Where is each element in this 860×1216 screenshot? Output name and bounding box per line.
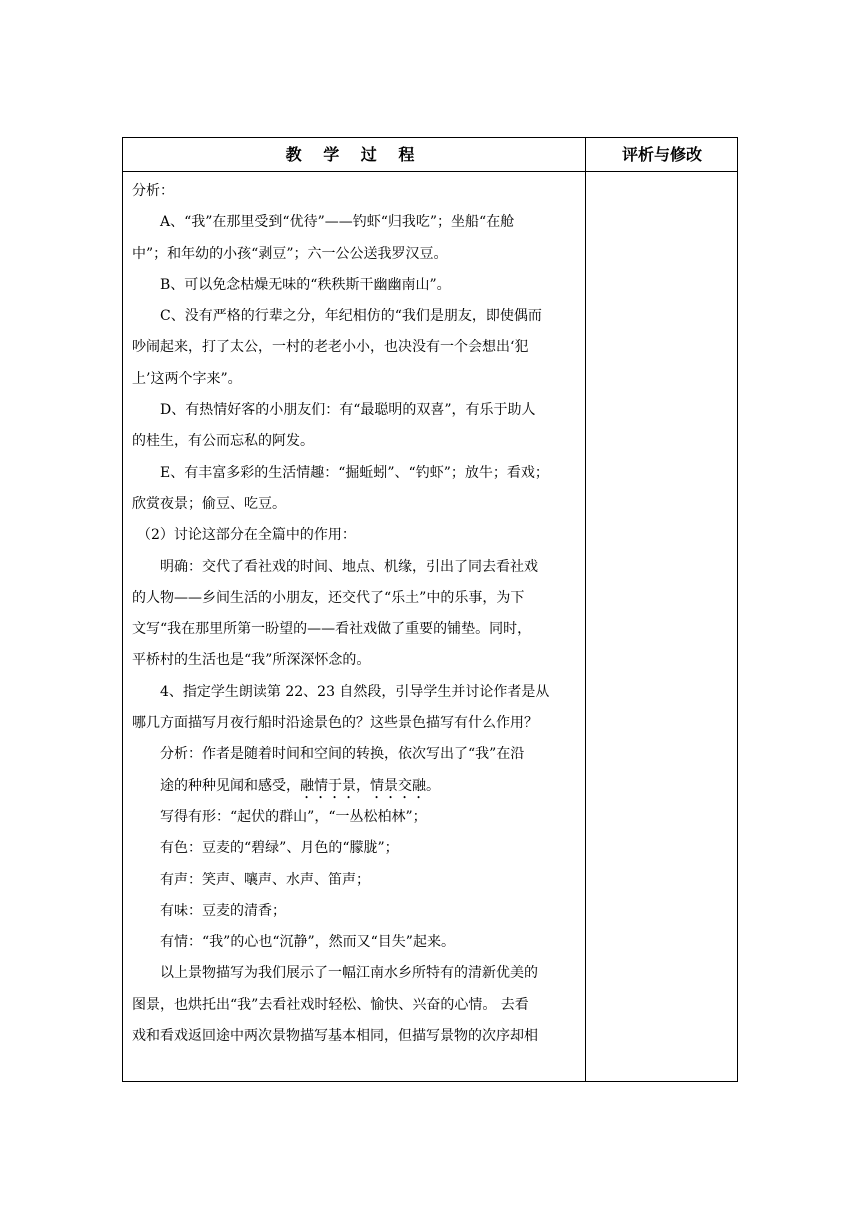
text-line: 哪几方面描写月夜行船时沿途景色的？这些景色描写有什么作用？ bbox=[132, 715, 538, 732]
text-line: 分析： bbox=[132, 183, 174, 199]
text-line: 有声：笑声、嚷声、水声、笛声； bbox=[160, 871, 370, 888]
text-line: 吵闹起来，打了太公，一村的老老小小，也决没有一个会想出‘犯 bbox=[132, 339, 529, 356]
text-line: C、没有严格的行辈之分，年纪相仿的“我们是朋友，即使偶而 bbox=[160, 308, 542, 325]
text-line: 4、指定学生朗读第 22、23 自然段，引导学生并讨论作者是从 bbox=[160, 683, 550, 700]
text-line: 文写“我在那里所第一盼望的——看社戏做了重要的铺垫。同时， bbox=[132, 621, 532, 638]
text-line: D、有热情好客的小朋友们：有“最聪明的双喜”，有乐于助人 bbox=[160, 402, 536, 419]
text-line: 平桥村的生活也是“我”所深深怀念的。 bbox=[132, 652, 371, 669]
text-segment: 途的种种见闻和感受， bbox=[160, 777, 300, 794]
text-line: 上’这两个字来”。 bbox=[132, 370, 242, 387]
text-line: 分析：作者是随着时间和空间的转换，依次写出了“我”在沿 bbox=[160, 746, 525, 763]
text-line: 以上景物描写为我们展示了一幅江南水乡所特有的清新优美的 bbox=[160, 965, 538, 982]
teaching-content bbox=[132, 176, 578, 1052]
text-line: A、“我”在那里受到“优待”——钓虾“归我吃”；坐船“在舱 bbox=[160, 214, 515, 231]
text-line: （2）讨论这部分在全篇中的作用： bbox=[137, 527, 356, 544]
text-line: 图景，也烘托出“我”去看社戏时轻松、愉快、兴奋的心情。 去看 bbox=[132, 996, 529, 1013]
header-divider bbox=[123, 171, 737, 172]
lesson-table bbox=[122, 137, 738, 1082]
text-segment: 。 bbox=[426, 777, 440, 794]
text-line: 戏和看戏返回途中两次景物描写基本相同，但描写景物的次序却相 bbox=[132, 1028, 538, 1045]
emphasized-text: 融情于景，情景交融 bbox=[300, 777, 426, 794]
text-line: 的人物——乡间生活的小朋友，还交代了“乐土”中的乐事，为下 bbox=[132, 589, 525, 606]
text-line: E、有丰富多彩的生活情趣：“掘蚯蚓”、“钓虾”；放牛；看戏； bbox=[160, 464, 549, 481]
text-line: 明确：交代了看社戏的时间、地点、机缘，引出了同去看社戏 bbox=[160, 558, 538, 575]
header-analysis-revision: 评析与修改 bbox=[621, 145, 702, 164]
text-line: 有色：豆麦的“碧绿”、月色的“朦胧”； bbox=[160, 840, 399, 857]
text-line: 写得有形：“起伏的群山”，“一丛松柏林”； bbox=[160, 808, 427, 825]
text-line: B、可以免念枯燥无味的“秩秩斯干幽幽南山”。 bbox=[160, 276, 451, 293]
text-line: 有情：“我”的心也“沉静”，然而又“目失”起来。 bbox=[160, 934, 455, 951]
text-line: 欣赏夜景；偷豆、吃豆。 bbox=[132, 495, 286, 512]
text-line: 中”；和年幼的小孩“剥豆”；六一公公送我罗汉豆。 bbox=[132, 245, 448, 262]
text-line: 的桂生，有公而忘私的阿发。 bbox=[132, 433, 314, 450]
text-line bbox=[132, 771, 578, 802]
text-line: 有味：豆麦的清香； bbox=[160, 902, 286, 919]
header-teaching-process: 教 学 过 程 bbox=[285, 145, 423, 164]
column-divider bbox=[585, 138, 586, 1081]
